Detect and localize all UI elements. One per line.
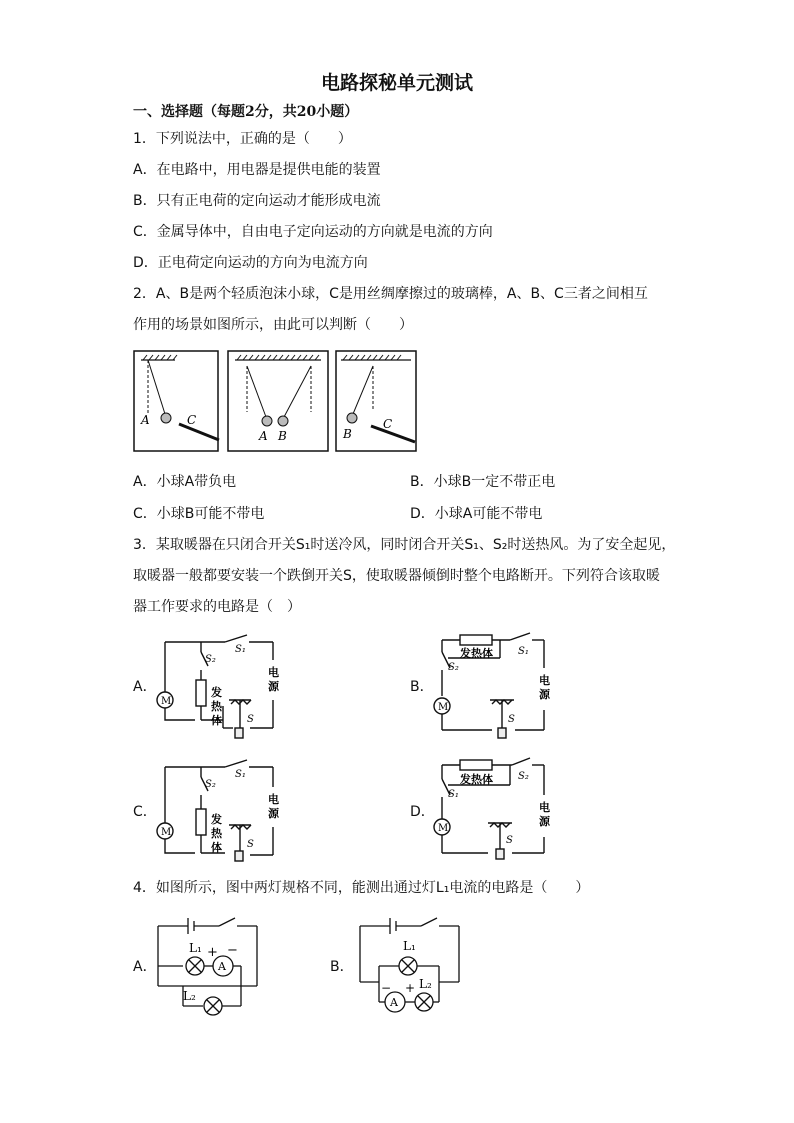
q3a-heater-3: 体 — [211, 714, 222, 727]
q3a-power-2: 源 — [268, 680, 279, 693]
q4b-ammeter: A — [390, 996, 398, 1009]
q1-stem: 1．下列说法中，正确的是（ ） — [133, 131, 352, 147]
q4a-ammeter: A — [218, 960, 226, 973]
q3d-motor-label: M — [438, 823, 449, 834]
q2-panel-1 — [134, 351, 219, 451]
q3d-power-2: 源 — [539, 815, 550, 828]
q3b-s-label: S — [508, 714, 515, 725]
q3c-heater-1: 发 — [211, 813, 222, 826]
q3-stem-line1: 3．某取暖器在只闭合开关S₁时送冷风，同时闭合开关S₁、S₂时送热风。为了安全起见， — [133, 537, 676, 553]
q3-stem-line3: 器工作要求的电路是（ ） — [133, 599, 301, 615]
q3b-heater: 发热体 — [460, 647, 493, 660]
q3a-s2-label: S₂ — [205, 654, 216, 665]
q3c-heater-3: 体 — [211, 841, 222, 854]
q2-label-c: C — [187, 413, 197, 427]
q2-label-a: A — [141, 413, 150, 427]
q3d-s2-label: S₂ — [518, 771, 529, 782]
q3a-s1-label: S₁ — [235, 644, 246, 655]
q1-option-c: C．金属导体中，自由电子定向运动的方向就是电流的方向 — [133, 224, 493, 240]
q4b-minus: − — [381, 981, 392, 995]
q4b-plus: + — [405, 981, 416, 995]
q1-option-d: D．正电荷定向运动的方向为电流方向 — [133, 255, 368, 271]
q3b-power-2: 源 — [539, 688, 550, 701]
q3a-s-label: S — [247, 714, 254, 725]
q4-label-b: B． — [330, 959, 354, 975]
q3-circuit-c — [155, 755, 295, 865]
q3b-power-1: 电 — [539, 674, 550, 687]
q2-figure — [133, 348, 418, 454]
q3c-power-1: 电 — [268, 793, 279, 806]
q2-stem-line1: 2．A、B是两个轻质泡沫小球，C是用丝绸摩擦过的玻璃棒，A、B、C三者之间相互 — [133, 286, 648, 302]
q2-label-b2: B — [278, 429, 287, 443]
q3-label-d: D． — [410, 804, 435, 820]
q3d-s1-label: S₁ — [448, 789, 459, 800]
q4a-l2-label: L₂ — [183, 989, 196, 1003]
q1-option-b: B．只有正电荷的定向运动才能形成电流 — [133, 193, 381, 209]
q3c-s1-label: S₁ — [235, 769, 246, 780]
q3c-heater-2: 热 — [211, 827, 222, 840]
q2-option-a: A．小球A带负电 — [133, 474, 237, 490]
q3a-heater-2: 热 — [211, 700, 222, 713]
q1-option-a: A．在电路中，用电器是提供电能的装置 — [133, 162, 381, 178]
q2-panel-3 — [336, 351, 416, 451]
q4-stem: 4．如图所示，图中两灯规格不同，能测出通过灯L₁电流的电路是（ ） — [133, 880, 590, 896]
q3c-s-label: S — [247, 839, 254, 850]
q3-circuit-a — [155, 630, 295, 740]
q3c-power-2: 源 — [268, 807, 279, 820]
q4a-plus: + — [207, 945, 218, 960]
section-heading: 一、选择题（每题2分，共20小题） — [133, 104, 359, 120]
q2-label-b3: B — [343, 427, 352, 441]
q2-option-b: B．小球B一定不带正电 — [410, 474, 556, 490]
q3d-heater: 发热体 — [460, 773, 493, 786]
q3d-s-label: S — [506, 835, 513, 846]
q2-option-c: C．小球B可能不带电 — [133, 506, 265, 522]
q2-stem-line2: 作用的场景如图所示，由此可以判断（ ） — [133, 317, 413, 333]
q3d-power-1: 电 — [539, 801, 550, 814]
page-title: 电路探秘单元测试 — [320, 72, 473, 94]
q3a-power-1: 电 — [268, 666, 279, 679]
q3b-s2-label: S₂ — [448, 662, 459, 673]
q4b-l2-label: L₂ — [419, 977, 432, 991]
q4-circuit-a — [155, 910, 260, 1020]
q3a-heater-1: 发 — [211, 686, 222, 699]
q2-label-a2: A — [259, 429, 268, 443]
q3-circuit-d — [430, 755, 565, 865]
q4a-l1-label: L₁ — [189, 941, 202, 955]
q3b-s1-label: S₁ — [518, 646, 529, 657]
q2-option-d: D．小球A可能不带电 — [410, 506, 543, 522]
q3b-motor-label: M — [438, 702, 449, 713]
q2-label-c3: C — [383, 417, 393, 431]
q3-circuit-b — [430, 630, 565, 740]
q4a-minus: − — [227, 943, 238, 958]
q4b-l1-label: L₁ — [403, 939, 416, 953]
q3a-motor-label: M — [161, 696, 172, 707]
q3-stem-line2: 取暖器一般都要安装一个跌倒开关S，使取暖器倾倒时整个电路断开。下列符合该取暖 — [133, 568, 660, 584]
q3-label-a: A． — [133, 679, 157, 695]
q3-label-c: C． — [133, 804, 157, 820]
q2-panel-2 — [228, 351, 328, 451]
q3c-s2-label: S₂ — [205, 779, 216, 790]
q3-label-b: B． — [410, 679, 434, 695]
q3c-motor-label: M — [161, 827, 172, 838]
q4-circuit-b — [357, 910, 462, 1020]
q4-label-a: A． — [133, 959, 157, 975]
